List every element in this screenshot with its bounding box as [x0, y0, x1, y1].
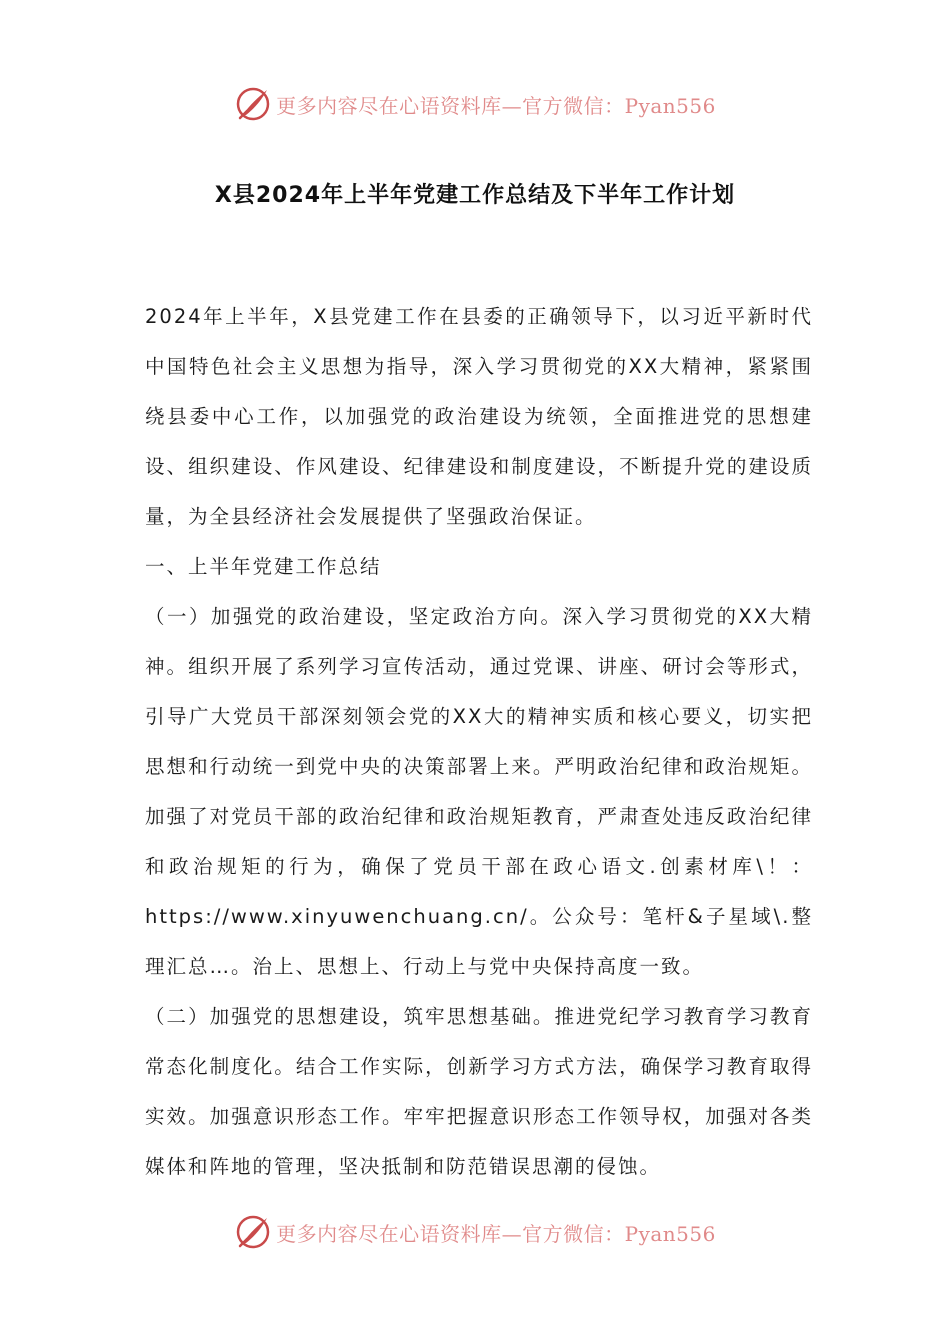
watermark-text: 更多内容尽在心语资料库—官方微信：Pyan556 — [276, 93, 716, 118]
quill-logo-icon — [234, 1213, 272, 1251]
document-body — [145, 292, 813, 1192]
quill-logo-icon — [234, 85, 272, 123]
subsection-two-paragraph: （二）加强党的思想建设，筑牢思想基础。推进党纪学习教育学习教育常态化制度化。结合工作实际，创新学习方式方法，确保学习教育取得实效。加强意识形态工作。牢牢把握意识形态工作领导权，加强对各类媒体和阵地的管理，坚决抵制和防范错误思潮的侵蚀。 — [145, 1005, 813, 1178]
section-heading: 一、上半年党建工作总结 — [145, 555, 382, 578]
document-title: X县2024年上半年党建工作总结及下半年工作计划 — [214, 183, 736, 208]
subsection-one-paragraph: （一）加强党的政治建设，坚定政治方向。深入学习贯彻党的XX大精神。组织开展了系列学习宣传活动，通过党课、讲座、研讨会等形式，引导广大党员干部深刻领会党的XX大的精神实质和核心要义，切实把思想和行动统一到党中央的决策部署上来。严明政治纪律和政治规矩。加强了对党员干部的政治纪律和政治规矩教育，严肃查处违反政治纪律和政治规矩的行为，确保了党员干部在政心语文.创素材库\！：https://www.xinyuwenchuang.cn/。公众号：笔杆&子星域\.整理汇总…。治上、思想上、行动上与党中央保持高度一致。 — [145, 605, 813, 978]
footer-watermark — [0, 1210, 950, 1254]
watermark-text: 更多内容尽在心语资料库—官方微信：Pyan556 — [276, 1221, 716, 1246]
intro-paragraph: 2024年上半年，X县党建工作在县委的正确领导下，以习近平新时代中国特色社会主义思想为指导，深入学习贯彻党的XX大精神，紧紧围绕县委中心工作，以加强党的政治建设为统领，全面推进党的思想建设、组织建设、作风建设、纪律建设和制度建设，不断提升党的建设质量，为全县经济社会发展提供了坚强政治保证。 — [145, 305, 813, 528]
header-watermark — [0, 82, 950, 126]
